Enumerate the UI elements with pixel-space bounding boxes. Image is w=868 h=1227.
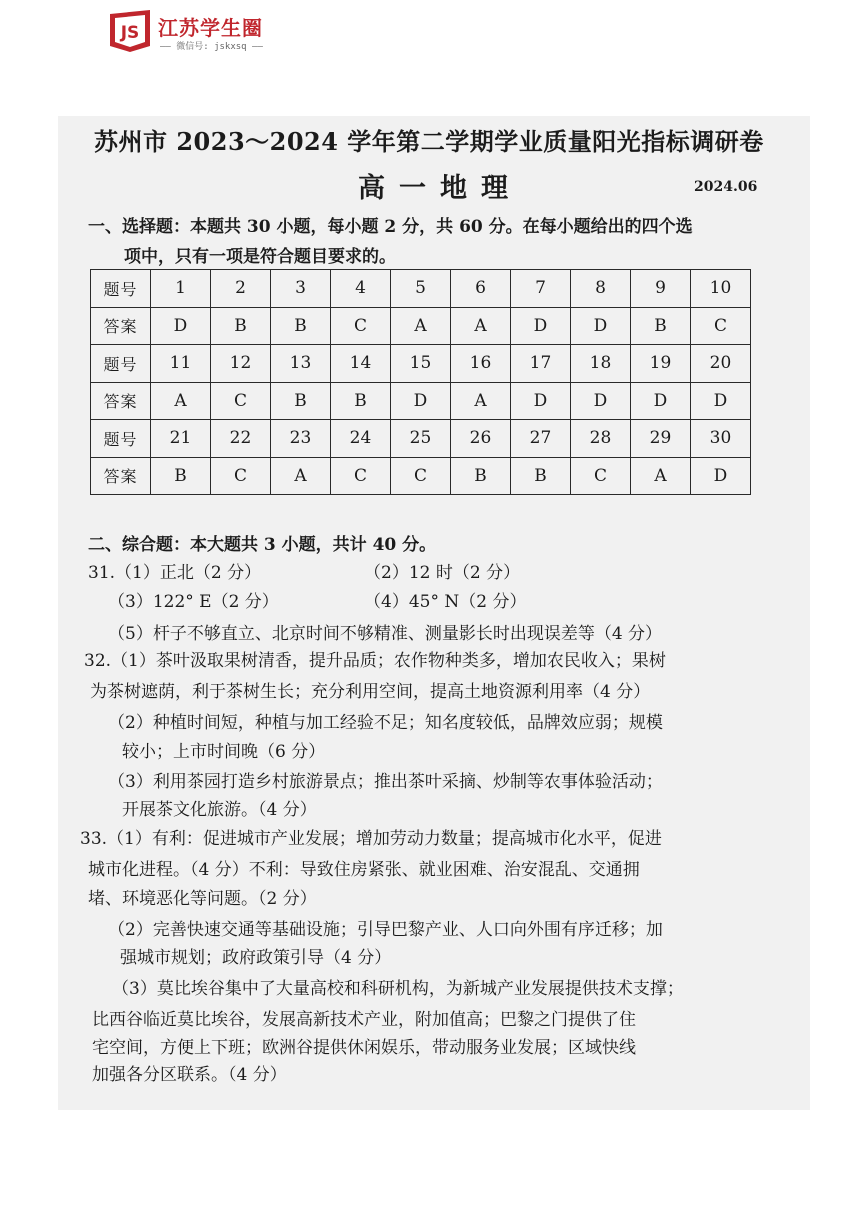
q31-line2b: （4）45° N（2 分） (364, 592, 527, 612)
answer-table (90, 269, 751, 495)
question-number: 19 (631, 345, 691, 383)
question-number: 20 (691, 345, 751, 383)
answer-letter: A (451, 307, 511, 345)
answer-letter: C (331, 307, 391, 345)
section1-heading-cont: 项中，只有一项是符合题目要求的。 (124, 247, 396, 267)
answer-letter: B (451, 457, 511, 495)
answer-letter: B (151, 457, 211, 495)
table-row (91, 382, 751, 420)
q32-line4: 较小；上市时间晚（6 分） (122, 742, 326, 762)
q33-line2: 城市化进程。（4 分）不利：导致住房紧张、就业困难、治安混乱、交通拥 (88, 860, 640, 880)
answer-letter: A (271, 457, 331, 495)
question-number: 30 (691, 420, 751, 458)
answer-letter: A (151, 382, 211, 420)
table-row (91, 345, 751, 383)
q33-line6: （3）莫比埃谷集中了大量高校和科研机构，为新城产业发展提供技术支撑； (112, 979, 684, 999)
answer-letter: A (631, 457, 691, 495)
question-number: 10 (691, 270, 751, 308)
q33-line1: 33.（1）有利：促进城市产业发展；增加劳动力数量；提高城市化水平，促进 (80, 829, 662, 849)
question-number: 25 (391, 420, 451, 458)
answer-letter: D (151, 307, 211, 345)
question-number: 7 (511, 270, 571, 308)
brand-subtitle: —— 微信号: jskxsq —— (160, 42, 263, 52)
question-number: 5 (391, 270, 451, 308)
q33-line7: 比西谷临近莫比埃谷，发展高新技术产业，附加值高；巴黎之门提供了住 (92, 1010, 636, 1030)
question-number: 9 (631, 270, 691, 308)
q33-line9: 加强各分区联系。（4 分） (92, 1065, 287, 1085)
q33-line3: 堵、环境恶化等问题。（2 分） (88, 889, 317, 909)
number-row-label: 题号 (91, 270, 151, 308)
question-number: 28 (571, 420, 631, 458)
question-number: 12 (211, 345, 271, 383)
question-number: 3 (271, 270, 331, 308)
answer-letter: D (691, 457, 751, 495)
q33-line8: 宅空间，方便上下班；欧洲谷提供休闲娱乐，带动服务业发展；区域快线 (92, 1038, 636, 1058)
answer-letter: D (631, 382, 691, 420)
number-row-label: 题号 (91, 345, 151, 383)
question-number: 27 (511, 420, 571, 458)
answer-letter: C (571, 457, 631, 495)
question-number: 21 (151, 420, 211, 458)
section1-heading: 一、选择题：本题共 30 小题，每小题 2 分，共 60 分。在每小题给出的四个选 (88, 217, 693, 237)
table-row (91, 457, 751, 495)
question-number: 29 (631, 420, 691, 458)
question-number: 8 (571, 270, 631, 308)
q32-line3: （2）种植时间短，种植与加工经验不足；知名度较低，品牌效应弱；规模 (108, 713, 663, 733)
question-number: 18 (571, 345, 631, 383)
q32-line6: 开展茶文化旅游。（4 分） (122, 800, 317, 820)
table-row (91, 307, 751, 345)
answer-letter: C (691, 307, 751, 345)
answer-row-label: 答案 (91, 307, 151, 345)
exam-date: 2024.06 (694, 179, 758, 195)
answer-letter: D (511, 382, 571, 420)
brand-logo (108, 8, 278, 56)
answer-letter: B (211, 307, 271, 345)
answer-letter: A (451, 382, 511, 420)
answer-letter: C (331, 457, 391, 495)
question-number: 6 (451, 270, 511, 308)
q32-line5: （3）利用茶园打造乡村旅游景点；推出茶叶采摘、炒制等农事体验活动； (108, 772, 663, 792)
answer-letter: B (271, 382, 331, 420)
section2-heading: 二、综合题：本大题共 3 小题，共计 40 分。 (88, 535, 437, 555)
question-number: 4 (331, 270, 391, 308)
answer-letter: B (271, 307, 331, 345)
q32-line1: 32.（1）茶叶汲取果树清香，提升品质；农作物种类多，增加农民收入；果树 (84, 651, 666, 671)
answer-letter: B (511, 457, 571, 495)
question-number: 11 (151, 345, 211, 383)
brand-logo-icon (108, 8, 152, 54)
question-number: 17 (511, 345, 571, 383)
q31-line3: （5）杆子不够直立、北京时间不够精准、测量影长时出现误差等（4 分） (108, 624, 663, 644)
question-number: 26 (451, 420, 511, 458)
question-number: 24 (331, 420, 391, 458)
q32-line2: 为茶树遮荫，利于茶树生长；充分利用空间，提高土地资源利用率（4 分） (90, 682, 651, 702)
question-number: 23 (271, 420, 331, 458)
answer-letter: D (571, 307, 631, 345)
answer-row-label: 答案 (91, 457, 151, 495)
table-row (91, 270, 751, 308)
q31-line1b: （2）12 时（2 分） (364, 563, 521, 583)
answer-letter: A (391, 307, 451, 345)
answer-row-label: 答案 (91, 382, 151, 420)
answer-letter: C (211, 457, 271, 495)
answer-letter: B (631, 307, 691, 345)
question-number: 16 (451, 345, 511, 383)
answer-letter: C (211, 382, 271, 420)
question-number: 1 (151, 270, 211, 308)
answer-letter: D (391, 382, 451, 420)
answer-letter: D (511, 307, 571, 345)
table-row (91, 420, 751, 458)
question-number: 14 (331, 345, 391, 383)
q33-line4: （2）完善快速交通等基础设施；引导巴黎产业、人口向外围有序迁移；加 (108, 920, 663, 940)
q33-line5: 强城市规划；政府政策引导（4 分） (120, 948, 392, 968)
question-number: 2 (211, 270, 271, 308)
exam-subject: 高一地理 (358, 173, 522, 204)
answer-letter: B (331, 382, 391, 420)
answer-letter: D (571, 382, 631, 420)
question-number: 15 (391, 345, 451, 383)
logo-letters: JS (120, 23, 140, 43)
answer-letter: D (691, 382, 751, 420)
q31-line2a: （3）122° E（2 分） (108, 592, 279, 612)
number-row-label: 题号 (91, 420, 151, 458)
q31-line1a: 31.（1）正北（2 分） (88, 563, 262, 583)
question-number: 13 (271, 345, 331, 383)
question-number: 22 (211, 420, 271, 458)
exam-paper (58, 116, 810, 1110)
answer-letter: C (391, 457, 451, 495)
brand-name: 江苏学生圈 (158, 16, 263, 40)
exam-title: 苏州市 2023～2024 学年第二学期学业质量阳光指标调研卷 (94, 127, 764, 156)
